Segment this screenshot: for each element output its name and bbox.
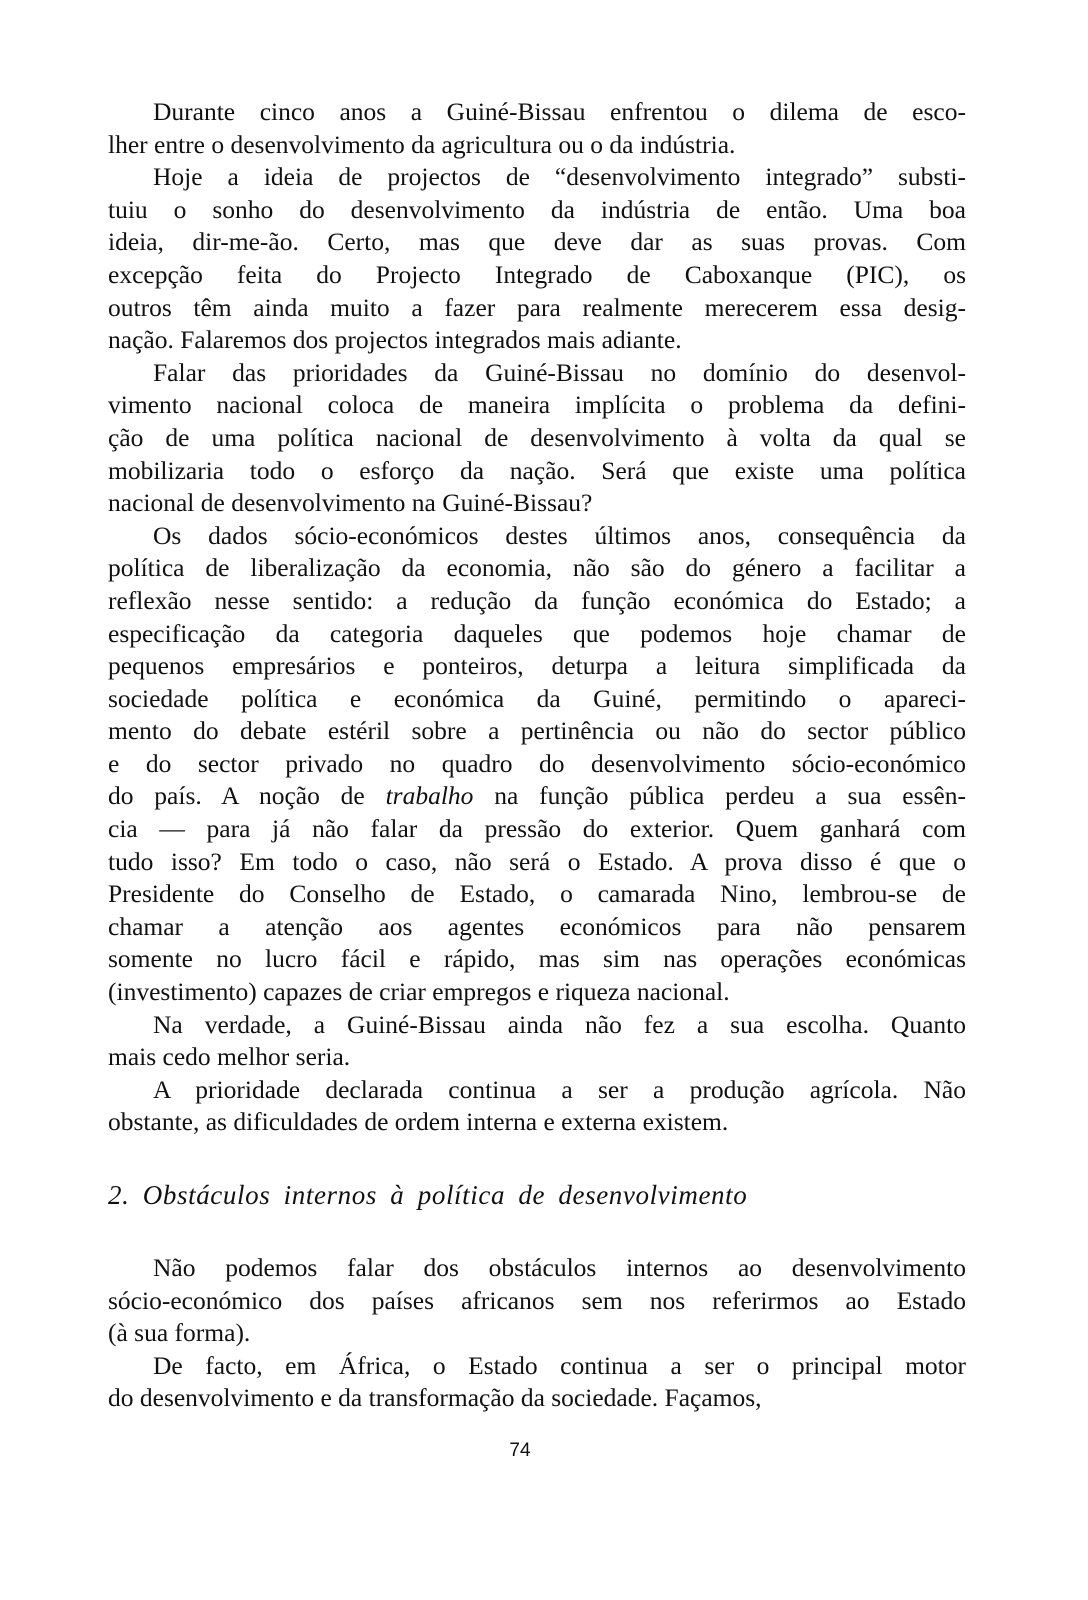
text-line: do desenvolvimento e da transformação da sociedade. Façamos,: [108, 1383, 762, 1413]
text-line: nação. Falaremos dos projectos integrados mais adiante.: [108, 325, 682, 355]
text-line: Falar das prioridades da Guiné-Bissau no domínio do desenvol-: [153, 357, 966, 387]
body-text-section-2: [108, 1252, 966, 1415]
text-line: Presidente do Conselho de Estado, o camarada Nino, lembrou-se de: [108, 879, 966, 909]
paragraph: [108, 357, 966, 520]
page-number: 74: [509, 1440, 531, 1461]
text-line: ção de uma política nacional de desenvolvimento à volta da qual se: [108, 422, 966, 452]
section-heading: 2. Obstáculos internos à política de desenvolvimento: [108, 1180, 748, 1210]
text-line: mobilizaria todo o esforço da nação. Será que existe uma política: [108, 455, 966, 485]
paragraph: [108, 520, 966, 1009]
text-line: outros têm ainda muito a fazer para realmente merecerem essa desig-: [108, 292, 966, 322]
paragraph: [108, 1252, 966, 1350]
text-line: obstante, as dificuldades de ordem interna e externa existem.: [108, 1107, 729, 1137]
text-line: política de liberalização da economia, não são do género a facilitar a: [108, 553, 966, 583]
text-line: De facto, em África, o Estado continua a ser o principal motor: [153, 1350, 966, 1380]
text-line: ideia, dir-me-ão. Certo, mas que deve dar as suas provas. Com: [108, 227, 966, 257]
text-line: Os dados sócio-económicos destes últimos anos, consequência da: [153, 520, 966, 550]
text-line: chamar a atenção aos agentes económicos para não pensarem: [108, 911, 966, 941]
paragraph: [108, 1074, 966, 1139]
text-line: sócio-económico dos países africanos sem nos referirmos ao Estado: [108, 1285, 966, 1315]
text-line: tuiu o sonho do desenvolvimento da indústria de então. Uma boa: [108, 194, 966, 224]
text-line: Hoje a ideia de projectos de “desenvolvimento integrado” substi-: [153, 162, 966, 192]
paragraph: [108, 1009, 966, 1074]
emphasized-word: trabalho: [385, 781, 474, 811]
text-line: e do sector privado no quadro do desenvolvimento sócio-económico: [108, 748, 966, 778]
text-line: sociedade política e económica da Guiné, permitindo o apareci-: [108, 683, 966, 713]
text-line: A prioridade declarada continua a ser a produção agrícola. Não: [153, 1074, 966, 1104]
text-line: nacional de desenvolvimento na Guiné-Bissau?: [108, 488, 593, 518]
text-line: mais cedo melhor seria.: [108, 1042, 351, 1072]
text-line: Durante cinco anos a Guiné-Bissau enfrentou o dilema de esco-: [153, 97, 966, 126]
text-line: Na verdade, a Guiné-Bissau ainda não fez a sua escolha. Quanto: [153, 1009, 966, 1039]
paragraph: [108, 161, 966, 357]
text-line: reflexão nesse sentido: a redução da função económica do Estado; a: [108, 585, 966, 615]
text-line: excepção feita do Projecto Integrado de Caboxanque (PIC), os: [108, 259, 966, 289]
paragraph: [108, 96, 966, 161]
body-text-section-1: [108, 96, 966, 1139]
text-line: somente no lucro fácil e rápido, mas sim nas operações económicas: [108, 944, 966, 974]
text-line: lher entre o desenvolvimento da agricultura ou o da indústria.: [108, 129, 736, 159]
text-line: (à sua forma).: [108, 1318, 251, 1348]
paragraph: [108, 1350, 966, 1415]
text-line: especificação da categoria daqueles que podemos hoje chamar de: [108, 618, 966, 648]
text-line: pequenos empresários e ponteiros, deturpa a leitura simplificada da: [108, 651, 966, 681]
text-line: cia — para já não falar da pressão do exterior. Quem ganhará com: [108, 814, 966, 844]
text-line: mento do debate estéril sobre a pertinência ou não do sector público: [108, 716, 966, 746]
text-line: vimento nacional coloca de maneira implícita o problema da defini-: [108, 390, 966, 420]
text-line: tudo isso? Em todo o caso, não será o Estado. A prova disso é que o: [108, 846, 966, 876]
text-line: Não podemos falar dos obstáculos internos ao desenvolvimento: [153, 1253, 966, 1282]
text-line: (investimento) capazes de criar empregos e riqueza nacional.: [108, 977, 730, 1007]
text-line: do país. A noção de trabalho na função pública perdeu a sua essên-: [108, 781, 966, 811]
